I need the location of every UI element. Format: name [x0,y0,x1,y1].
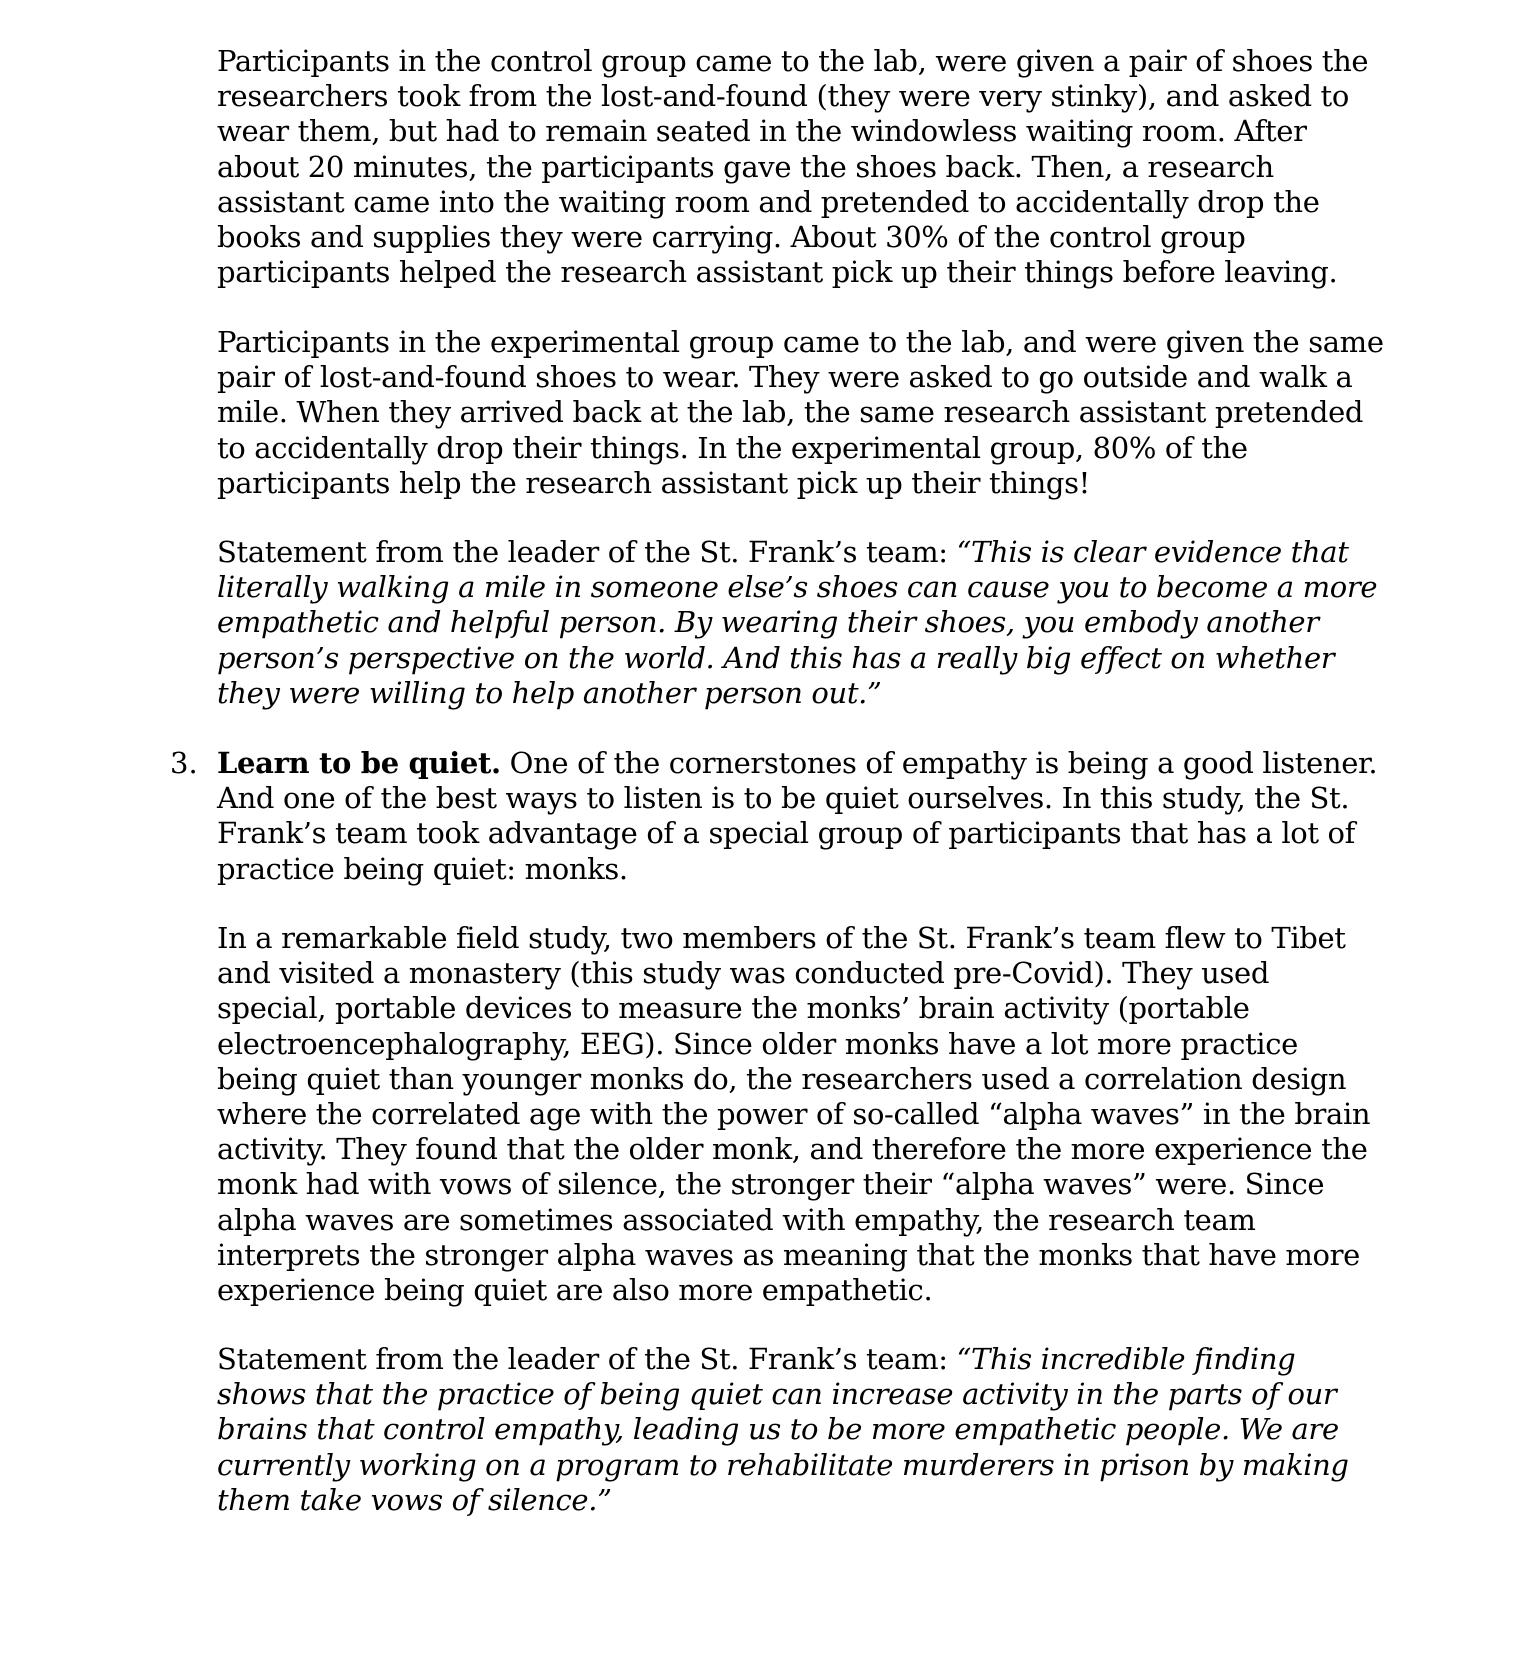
statement-quote: “This is clear evidence that literally walking a mile in someone else’s shoes can cause you to become a more empathetic and helpful person. By wearing their shoes, you embody another person’s perspective on the world. And this has a really big effect on whether they were willing to help another person out.” [217,535,1378,710]
list-item-text: One of the cornerstones of empathy is being a good listener. And one of the best ways to listen is to be quiet ourselves. In this study, the St. Frank’s team took advantage of a special group of participants that has a lot of practice being quiet: monks. [217,746,1378,886]
list-item-lead: Learn to be quiet. [217,746,501,780]
statement-prefix: Statement from the leader of the St. Frank’s team: [217,535,957,569]
statement-prefix: Statement from the leader of the St. Frank’s team: [217,1342,957,1376]
experimental-group-paragraph: Participants in the experimental group came to the lab, and were given the same pair of lost-and-found shoes to wear. They were asked to go outside and walk a mile. When they arrived back at the lab, the same research assistant pretended to accidentally drop their things. In the experimental group, 80% of the participants help the research assistant pick up their things! [217,325,1384,500]
list-item-number: 3. [170,746,198,780]
list-item-learn-to-be-quiet [217,746,1387,887]
quiet-statement-paragraph [217,1342,1387,1518]
field-study-paragraph: In a remarkable field study, two members of the St. Frank’s team flew to Tibet and visited a monastery (this study was conducted pre-Covid). They used special, portable devices to measure the monks’ brain activity (portable electroencephalography, EEG). Since older monks have a lot more practice being quiet than younger monks do, the researchers used a correlation design where the correlated age with the power of so-called “alpha waves” in the brain activity. They found that the older monk, and therefore the more experience the monk had with vows of silence, the stronger their “alpha waves” were. Since alpha waves are sometimes associated with empathy, the research team interprets the stronger alpha waves as meaning that the monks that have more experience being quiet are also more empathetic. [217,921,1371,1308]
statement-quote: “This incredible finding shows that the practice of being quiet can increase activity in the parts of our brains that control empathy, leading us to be more empathetic people. We are currently working on a program to rehabilitate murderers in prison by making them take vows of silence.” [217,1342,1349,1517]
control-group-paragraph: Participants in the control group came to the lab, were given a pair of shoes the researchers took from the lost-and-found (they were very stinky), and asked to wear them, but had to remain seated in the windowless waiting room. After about 20 minutes, the participants gave the shoes back. Then, a research assistant came into the waiting room and pretended to accidentally drop the books and supplies they were carrying. About 30% of the control group participants helped the research assistant pick up their things before leaving. [217,44,1369,290]
shoes-statement-paragraph [217,535,1387,711]
